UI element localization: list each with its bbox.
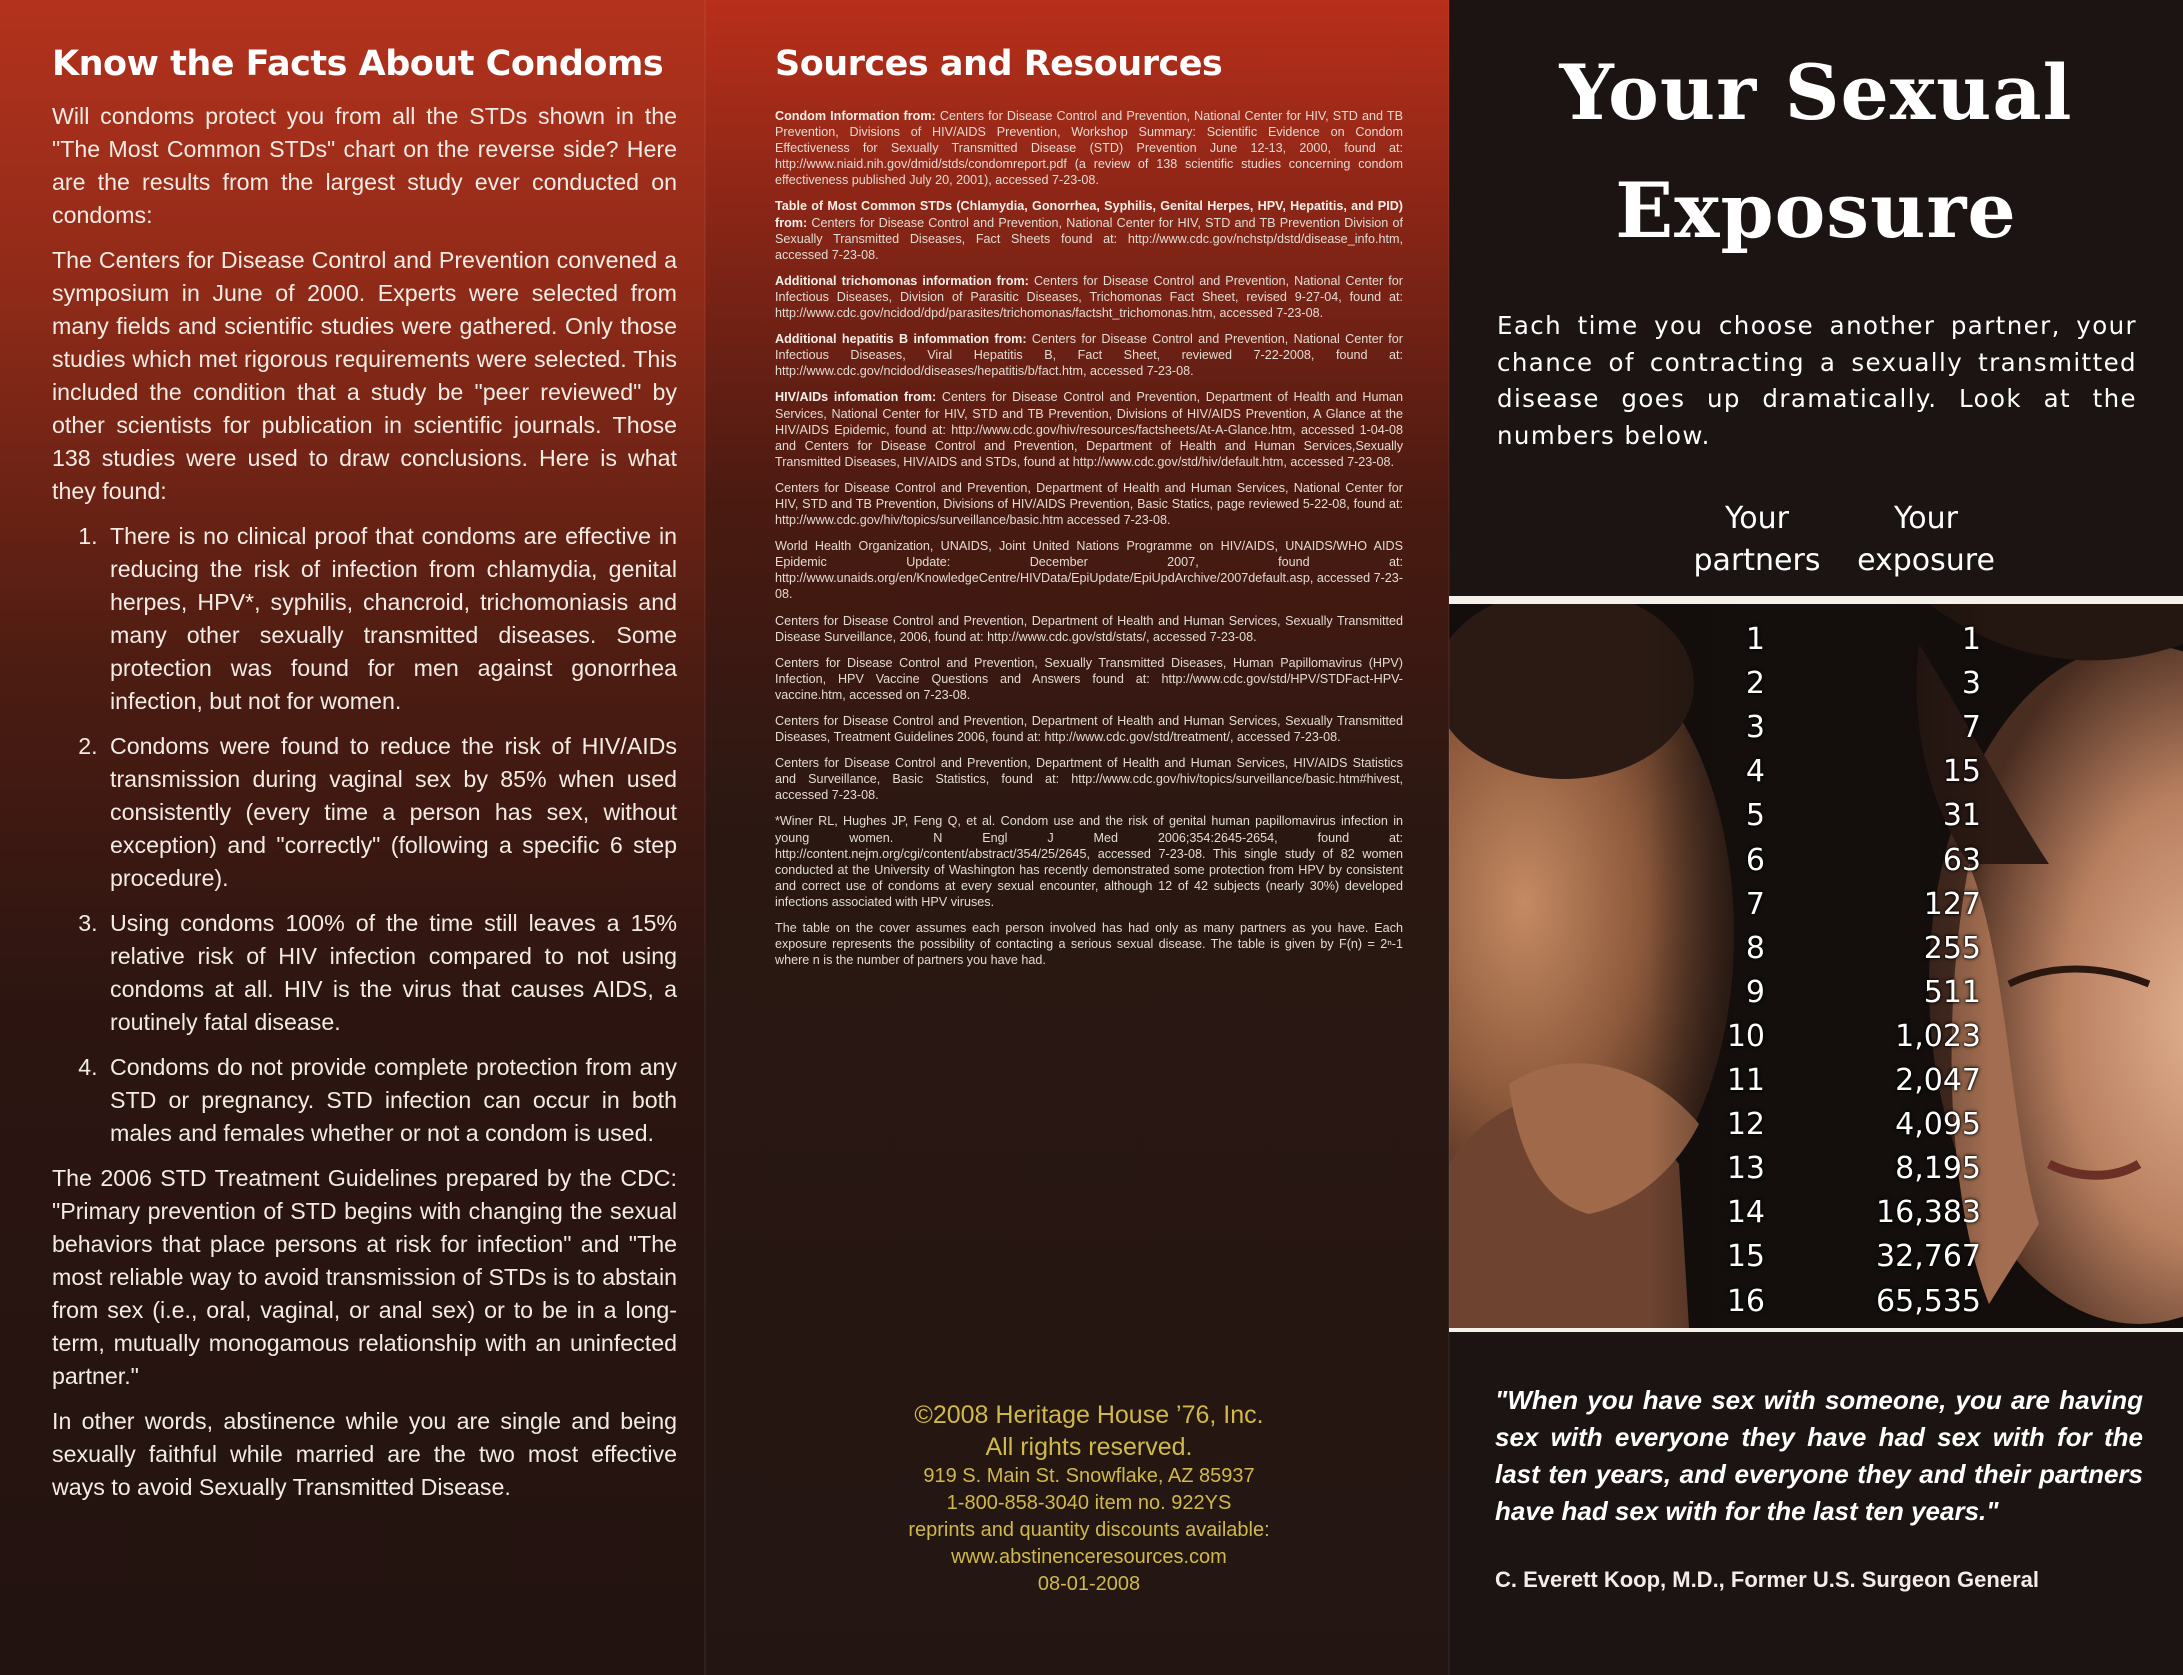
exposure-value: 63 — [1942, 843, 1981, 878]
exposure-cell — [1789, 931, 1981, 975]
source-entry — [775, 198, 1403, 262]
findings-list — [52, 520, 677, 1150]
source-entry — [775, 108, 1403, 188]
exposure-cell — [1789, 798, 1981, 842]
partners-value: 15 — [1726, 1239, 1765, 1274]
partners-cell — [1679, 622, 1765, 666]
publisher-footer — [775, 1399, 1403, 1598]
partners-value: 16 — [1726, 1284, 1765, 1319]
source-text: Centers for Disease Control and Prevention, National Center for Infectious Diseases, Viral Hepatitis B, Fact Sheet, reviewed 7-22-2008, found at: http://www.cdc.gov/ncidod/diseases/hepatitis/b/fact.htm, accessed 7-23-08. — [775, 332, 1403, 379]
exposure-value: 15 — [1942, 754, 1981, 789]
partners-value: 7 — [1745, 887, 1765, 922]
source-text: *Winer RL, Hughes JP, Feng Q, et al. Condom use and the risk of genital human papillomavirus infection in young women. N Engl J Med 2006;354:2645-2654, found at: http://content.nejm.org/cgi/content/abstract/354/25/2645, accessed 7-23-08. This single study of 82 women conducted at the University of Washington has recently demonstrated some protection from HPV by consistent and correct use of condoms at every sexual encounter, although 12 of 42 subjects (nearly 30%) developed infections associated with HPV viruses. — [775, 814, 1403, 909]
finding-item: 4. Condoms do not provide complete protection from any STD or pregnancy. STD infection can occur in both males and females whether or not a condom is used. — [104, 1051, 677, 1150]
exposure-cell — [1789, 710, 1981, 754]
exposure-value: 31 — [1942, 798, 1981, 833]
source-entry — [775, 920, 1403, 968]
source-entry — [775, 813, 1403, 910]
partners-value: 11 — [1726, 1063, 1765, 1098]
partners-header-line2: partners — [1693, 543, 1821, 578]
finding-item: 1. There is no clinical proof that condoms are effective in reducing the risk of infection from chlamydia, genital herpes, HPV*, syphilis, chancroid, trichomoniasis and many other sexually transmitted diseases. Some protection was found for men against gonorrhea infection, but not for women. — [104, 520, 677, 718]
source-entry — [775, 655, 1403, 703]
finding-item: 3. Using condoms 100% of the time still leaves a 15% relative risk of HIV infection compared to not using condoms at all. HIV is the virus that causes AIDS, a routinely fatal disease. — [104, 907, 677, 1039]
partners-value: 3 — [1745, 710, 1765, 745]
website-link[interactable]: www.abstinenceresources.com — [951, 1546, 1227, 1568]
source-entry — [775, 755, 1403, 803]
exposure-cell — [1789, 1063, 1981, 1107]
source-entry — [775, 389, 1403, 469]
source-text: Centers for Disease Control and Prevention, National Center for Infectious Diseases, Division of Parasitic Diseases, Trichomonas Fact Sheet, revised 9-27-04, found at: http://www.cdc.gov/ncidod/dpd/parasites/trichomonas/factsht_trichomonas.htm, accessed 7-23-08. — [775, 273, 1403, 321]
source-text: Centers for Disease Control and Prevention, Department of Health and Human Services, Sexually Transmitted Diseases, Treatment Guidelines 2006, found at: http://www.cdc.gov/std/treatment/, accessed 7-23-08. — [775, 714, 1403, 745]
partners-cell — [1679, 887, 1765, 931]
source-heading: Table of Most Common STDs (Chlamydia, Gonorrhea, Syphilis, Genital Herpes, HPV, Hepatitis, and PID) from: — [775, 199, 1403, 230]
cover-panel — [1449, 0, 2183, 1675]
exposure-value: 65,535 — [1876, 1284, 1981, 1319]
partners-cell — [1679, 1151, 1765, 1195]
partners-cell — [1679, 975, 1765, 1019]
exposure-cell — [1789, 975, 1981, 1019]
partners-cell — [1679, 798, 1765, 842]
source-text: World Health Organization, UNAIDS, Joint United Nations Programme on HIV/AIDS, UNAIDS/WHO AIDS Epidemic Update: December 2007, found at: http://www.unaids.org/en/KnowledgeCentre/HIVData/EpiUpdate/EpiUpdArchive/2007default.asp, accessed 7-23-08. — [775, 539, 1403, 602]
exposure-cell — [1789, 1107, 1981, 1151]
partners-value: 5 — [1745, 798, 1765, 833]
cover-title-line1: Your Sexual — [1559, 48, 2073, 137]
finding-item: 2. Condoms were found to reduce the risk of HIV/AIDs transmission during vaginal sex by 85% when used consistently (every time a person has sex, without exception) and "correctly" (following a specific 6 step procedure). — [104, 730, 677, 895]
cover-title — [1449, 34, 2183, 270]
source-entry — [775, 331, 1403, 379]
source-entry — [775, 613, 1403, 645]
source-text: Centers for Disease Control and Prevention, National Center for HIV, STD and TB Prevention, Divisions of HIV/AIDS Prevention, Workshop Summary: Scientific Evidence on Condom Effectiveness for Sexually Transmitted Disease (STD) Prevention June 12-13, 2000, found at: http://www.niaid.nih.gov/dmid/stds/condomreport.pdf (a review of 138 scientific studies concerning condom effectiveness published July 20, 2001), accessed 7-23-08. — [775, 109, 1403, 188]
sources-list — [775, 108, 1403, 968]
address-line: 919 S. Main St. Snowflake, AZ 85937 — [923, 1465, 1255, 1487]
condom-facts-panel — [0, 0, 705, 1675]
partners-cell — [1679, 754, 1765, 798]
exposure-cell — [1789, 1284, 1981, 1328]
source-text: Centers for Disease Control and Prevention, Department of Health and Human Services, HIV/AIDS Statistics and Surveillance, Basic Statistics, found at: http://www.cdc.gov/hiv/topics/surveillance/basic.htm#hivest, accessed 7-23-08. — [775, 756, 1403, 803]
partners-cell — [1679, 666, 1765, 710]
partners-cell — [1679, 1019, 1765, 1063]
exposure-value: 3 — [1961, 666, 1981, 701]
partners-value: 4 — [1745, 754, 1765, 789]
panel-fold — [704, 0, 706, 1675]
source-heading: Condom Information from: — [775, 109, 936, 123]
source-heading: HIV/AIDs infomation from: — [775, 390, 937, 405]
exposure-value: 7 — [1961, 710, 1981, 745]
cover-intro: Each time you choose another partner, your chance of contracting a sexually transmitted disease goes up dramatically. Look at the numbers below. — [1497, 311, 2137, 450]
exposure-cell — [1789, 1151, 1981, 1195]
source-text: The table on the cover assumes each person involved has had only as many partners as you have. Each exposure represents the possibility of contacting a serious sexual disease. The table is given by F(n) = 2ⁿ-1 where n is the number of partners you have had. — [775, 921, 1403, 968]
source-text: Centers for Disease Control and Prevention, Sexually Transmitted Diseases, Human Papillomavirus (HPV) Infection, HPV Vaccine Questions and Answers found at: http://www.cdc.gov/std/HPV/STDFact-HPV-vaccine.htm, accessed on 7-23-08. — [775, 655, 1403, 702]
partners-cell — [1679, 1284, 1765, 1328]
exposure-value: 8,195 — [1895, 1151, 1981, 1186]
exposure-value: 32,767 — [1876, 1239, 1981, 1274]
exposure-cell — [1789, 1195, 1981, 1239]
source-entry — [775, 713, 1403, 745]
partners-cell — [1679, 1239, 1765, 1283]
exposure-value: 511 — [1923, 975, 1981, 1010]
copyright-line: ©2008 Heritage House ’76, Inc. — [914, 1401, 1264, 1429]
partners-cell — [1679, 1107, 1765, 1151]
exposure-value: 2,047 — [1895, 1063, 1981, 1098]
source-entry — [775, 538, 1403, 602]
partners-value: 2 — [1745, 666, 1765, 701]
partners-value: 10 — [1726, 1019, 1765, 1054]
source-entry — [775, 273, 1403, 321]
partners-cell — [1679, 1063, 1765, 1107]
partners-value: 6 — [1745, 843, 1765, 878]
source-text: Centers for Disease Control and Prevention, Department of Health and Human Services, National Center for HIV, STD and TB Prevention, Divisions of HIV/AIDS Prevention, Basic Statics, page reviewed 5-22-08, found at: http://www.cdc.gov/hiv/topics/surveillance/basic.htm accessed 7-23-08. — [775, 480, 1403, 528]
sources-panel — [705, 0, 1449, 1675]
source-heading: Additional trichomonas information from: — [775, 273, 1029, 288]
partners-value: 13 — [1726, 1151, 1765, 1186]
intro-paragraph: Will condoms protect you from all the STDs shown in the "The Most Common STDs" chart on the reverse side? Here are the results from the largest study ever conducted on condoms: — [52, 103, 677, 228]
exposure-value: 1 — [1961, 622, 1981, 657]
partners-value: 12 — [1726, 1107, 1765, 1142]
partners-column-header — [1677, 498, 1837, 582]
partners-value: 9 — [1745, 975, 1765, 1010]
exposure-column-header — [1841, 498, 2011, 582]
exposure-cell — [1789, 1239, 1981, 1283]
guidelines-paragraph: The 2006 STD Treatment Guidelines prepared by the CDC: "Primary prevention of STD begins with changing the sexual behaviors that place persons at risk for infection" and "The most reliable way to avoid transmission of STDs is to abstain from sex (i.e., oral, vaginal, or anal sex) or to be in a long-term, mutually monogamous relationship with an uninfected partner." — [52, 1165, 677, 1389]
exposure-value: 127 — [1923, 887, 1981, 922]
conclusion-paragraph: In other words, abstinence while you are single and being sexually faithful while married are the two most effective ways to avoid Sexually Transmitted Disease. — [52, 1408, 677, 1500]
exposure-cell — [1789, 843, 1981, 887]
exposure-value: 255 — [1923, 931, 1981, 966]
cdc-symposium-paragraph: The Centers for Disease Control and Prevention convened a symposium in June of 2000. Experts were selected from many fields and scientific studies were gathered. Only those studies which met rigorous requirements were selected. This included the condition that a study be "peer reviewed" by other scientists for publication in scientific journals. Those 138 studies were used to draw conclusions. Here is what they found: — [52, 247, 677, 504]
source-text: Centers for Disease Control and Prevention, Department of Health and Human Services, National Center for HIV, STD and TB Prevention, Divisions of HIV/AIDS Prevention, A Glance at the HIV/AIDS Epidemic, found at: http://www.cdc.gov/hiv/resources/factsheets/At-A-Glance.htm, accessed 1-04-08 and Centers for Disease Control and Prevention, Department of Health and Human Services,Sexually Transmitted Diseases, HIV/AIDS and STDs, found at http://www.cdc.gov/std/hiv/default.htm, accessed 7-23-08. — [775, 390, 1403, 469]
exposure-cell — [1789, 666, 1981, 710]
partners-cell — [1679, 843, 1765, 887]
exposure-header-line1: Your — [1893, 501, 1959, 536]
partners-cell — [1679, 1195, 1765, 1239]
panel-fold — [1448, 0, 1450, 1675]
partners-cell — [1679, 931, 1765, 975]
partners-header-line1: Your — [1724, 501, 1790, 536]
exposure-cell — [1789, 1019, 1981, 1063]
condom-facts-title: Know the Facts About Condoms — [52, 44, 664, 84]
exposure-cell — [1789, 887, 1981, 931]
phone-line: 1-800-858-3040 item no. 922YS — [946, 1492, 1232, 1514]
sources-title: Sources and Resources — [775, 44, 1223, 84]
partners-cell — [1679, 710, 1765, 754]
cover-title-line2: Exposure — [1615, 166, 2017, 255]
koop-quote: "When you have sex with someone, you are having sex with everyone they have had sex with for the last ten years, and everyone they and their partners have had sex with for the last ten years." — [1495, 1385, 2143, 1526]
partners-value: 1 — [1745, 622, 1765, 657]
exposure-value: 4,095 — [1895, 1107, 1981, 1142]
reprints-line: reprints and quantity discounts available: — [908, 1519, 1270, 1541]
exposure-value: 1,023 — [1895, 1019, 1981, 1054]
exposure-cell — [1789, 622, 1981, 666]
exposure-cell — [1789, 754, 1981, 798]
exposure-value: 16,383 — [1876, 1195, 1981, 1230]
source-entry — [775, 480, 1403, 528]
print-date: 08-01-2008 — [1037, 1573, 1141, 1595]
quote-attribution: C. Everett Koop, M.D., Former U.S. Surgeon General — [1495, 1567, 2039, 1592]
partners-value: 14 — [1726, 1195, 1765, 1230]
rights-line: All rights reserved. — [985, 1433, 1193, 1461]
source-text: Centers for Disease Control and Prevention, National Center for HIV, STD and TB Prevention Division of Sexually Transmitted Diseases, Fact Sheets found at: http://www.cdc.gov/nchstp/dstd/disease_info.htm, accessed 7-23-08. — [775, 215, 1403, 262]
source-text: Centers for Disease Control and Prevention, Department of Health and Human Services, Sexually Transmitted Disease Surveillance, 2006, found at: http://www.cdc.gov/std/stats/, accessed 7-23-08. — [775, 613, 1403, 644]
source-heading: Additional hepatitis B infommation from: — [775, 332, 1027, 347]
partners-value: 8 — [1745, 931, 1765, 966]
exposure-header-line2: exposure — [1857, 543, 1995, 578]
